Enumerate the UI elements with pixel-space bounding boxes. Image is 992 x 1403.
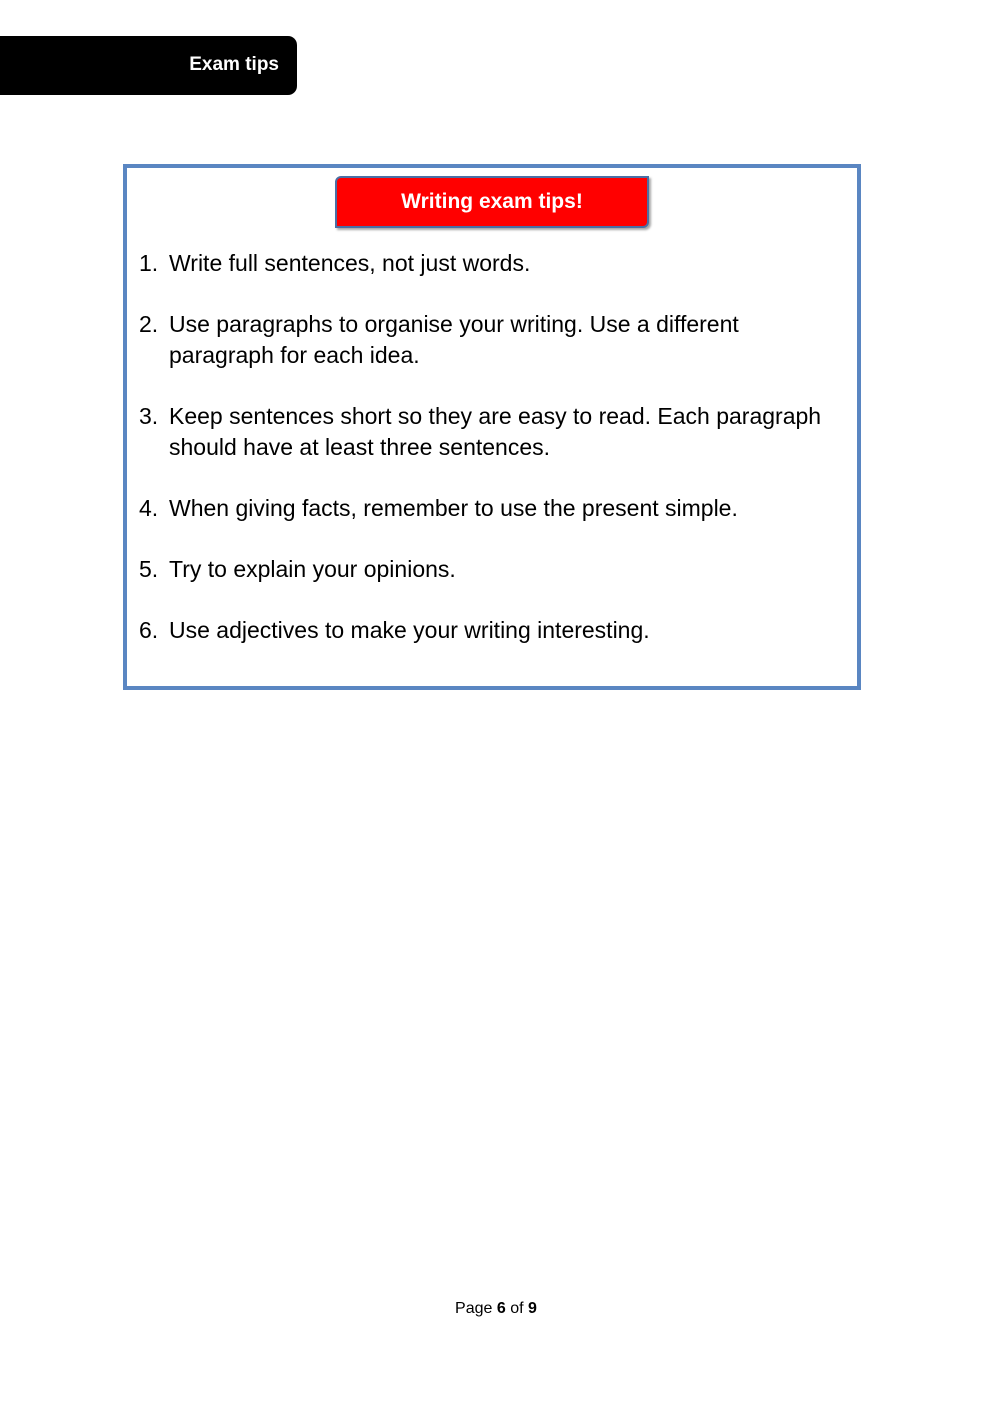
list-item [139, 309, 839, 371]
list-item [139, 615, 839, 646]
list-item-number: 4. [139, 495, 159, 521]
list-item [139, 554, 839, 585]
list-item [139, 401, 839, 463]
list-item [139, 248, 839, 279]
page-footer [0, 1299, 992, 1319]
tips-box [123, 164, 861, 690]
current-page-number: 6 [496, 1300, 506, 1317]
of-word: of [510, 1300, 524, 1317]
page-word: Page [455, 1300, 493, 1317]
list-item-text: Try to explain your opinions. [169, 556, 456, 582]
list-item-number: 3. [139, 403, 159, 429]
list-item-text: When giving facts, remember to use the present simple. [169, 495, 738, 521]
list-item-text: Write full sentences, not just words. [169, 250, 531, 276]
tips-list [139, 248, 839, 676]
total-pages-number: 9 [528, 1300, 537, 1317]
list-item-number: 1. [139, 250, 159, 276]
tips-title: Writing exam tips! [335, 176, 649, 228]
list-item-number: 5. [139, 556, 159, 582]
list-item [139, 493, 839, 524]
list-item-number: 6. [139, 617, 159, 643]
header-tab [0, 36, 297, 95]
list-item-text: Keep sentences short so they are easy to read. Each paragraph should have at least three sentences. [169, 403, 822, 460]
header-tab-label: Exam tips [189, 54, 279, 75]
list-item-number: 2. [139, 311, 159, 337]
list-item-text: Use paragraphs to organise your writing. Use a different paragraph for each idea. [169, 311, 739, 368]
list-item-text: Use adjectives to make your writing interesting. [169, 617, 650, 643]
